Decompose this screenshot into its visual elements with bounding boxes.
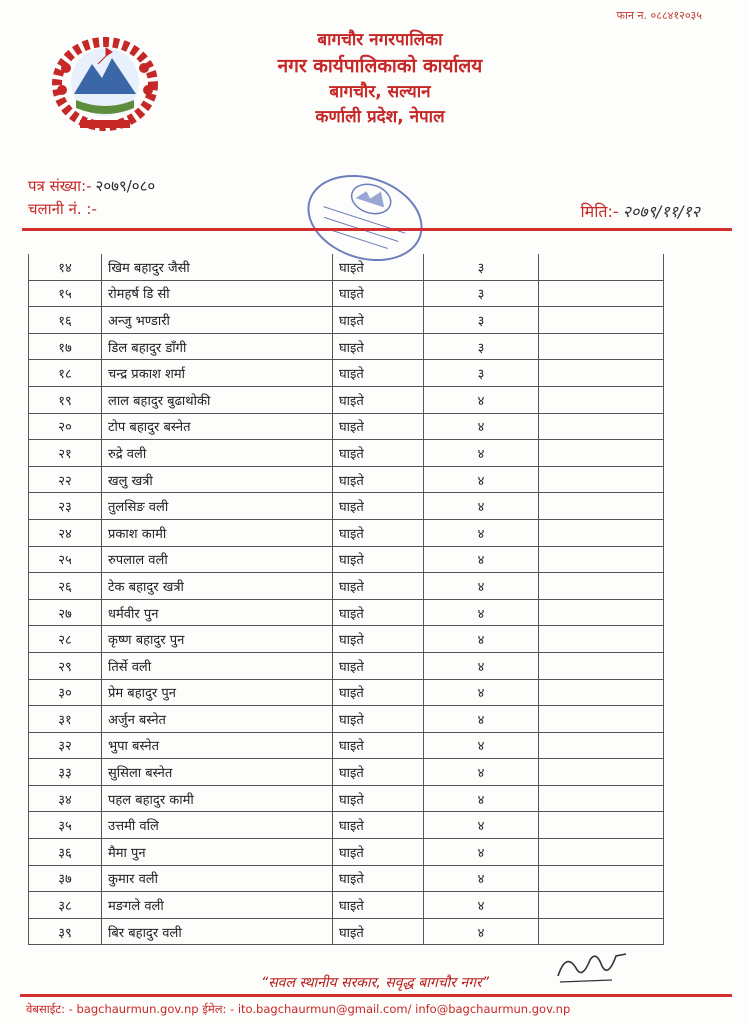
quantity-cell: ४ <box>424 440 539 467</box>
table-row <box>29 679 664 706</box>
name-cell: बिर बहादुर वली <box>102 918 333 945</box>
quantity-cell: ३ <box>424 333 539 360</box>
office-heading <box>200 28 560 129</box>
name-cell: टोप बहादुर बस्नेत <box>102 413 333 440</box>
table-row <box>29 333 664 360</box>
table-row <box>29 759 664 786</box>
quantity-cell: ४ <box>424 493 539 520</box>
quantity-cell: ४ <box>424 918 539 945</box>
letter-number-label: पत्र संख्या:- <box>28 177 92 195</box>
name-cell: मङगले वली <box>102 892 333 919</box>
quantity-cell: ४ <box>424 785 539 812</box>
municipality-name: बागचौर नगरपालिका <box>317 30 443 50</box>
table-row <box>29 706 664 733</box>
table-row <box>29 493 664 520</box>
place-cell: घाइते <box>333 466 424 493</box>
quantity-cell: ४ <box>424 865 539 892</box>
place-cell: घाइते <box>333 785 424 812</box>
name-cell: रोमहर्ष डि सी <box>102 280 333 307</box>
remarks-cell <box>539 892 664 919</box>
remarks-cell <box>539 307 664 334</box>
quantity-cell: ४ <box>424 652 539 679</box>
place-cell: घाइते <box>333 706 424 733</box>
name-cell: खिम बहादुर जैसी <box>102 254 333 280</box>
place-cell: घाइते <box>333 573 424 600</box>
remarks-cell <box>539 360 664 387</box>
place-cell: घाइते <box>333 599 424 626</box>
name-cell: अर्जुन बस्नेत <box>102 706 333 733</box>
serial-number-cell: ३१ <box>29 706 102 733</box>
place-cell: घाइते <box>333 918 424 945</box>
table-row <box>29 865 664 892</box>
remarks-cell <box>539 493 664 520</box>
table-row <box>29 652 664 679</box>
table-row <box>29 519 664 546</box>
name-cell: तुलसिङ वली <box>102 493 333 520</box>
quantity-cell: ४ <box>424 519 539 546</box>
serial-number-cell: ३५ <box>29 812 102 839</box>
serial-number-cell: २९ <box>29 652 102 679</box>
serial-number-cell: २५ <box>29 546 102 573</box>
place-cell: घाइते <box>333 626 424 653</box>
header-divider <box>22 228 732 231</box>
name-cell: मैमा पुन <box>102 839 333 866</box>
remarks-cell <box>539 519 664 546</box>
name-cell: भुपा बस्नेत <box>102 732 333 759</box>
place-cell: घाइते <box>333 307 424 334</box>
place-cell: घाइते <box>333 440 424 467</box>
remarks-cell <box>539 626 664 653</box>
place-cell: घाइते <box>333 759 424 786</box>
name-cell: तिर्से वली <box>102 652 333 679</box>
letter-number-value: २०७९/०८० <box>95 177 156 195</box>
quantity-cell: ४ <box>424 466 539 493</box>
name-cell: डिल बहादुर डाँगी <box>102 333 333 360</box>
table-row <box>29 546 664 573</box>
quantity-cell: ४ <box>424 839 539 866</box>
remarks-cell <box>539 333 664 360</box>
name-cell: रुपलाल वली <box>102 546 333 573</box>
serial-number-cell: २३ <box>29 493 102 520</box>
serial-number-cell: २६ <box>29 573 102 600</box>
name-cell: अन्जु भण्डारी <box>102 307 333 334</box>
serial-number-cell: २० <box>29 413 102 440</box>
table-row <box>29 413 664 440</box>
serial-number-cell: १५ <box>29 280 102 307</box>
quantity-cell: ४ <box>424 759 539 786</box>
remarks-cell <box>539 280 664 307</box>
name-cell: उत्तमी वलि <box>102 812 333 839</box>
quantity-cell: ४ <box>424 386 539 413</box>
name-cell: कुमार वली <box>102 865 333 892</box>
place-cell: घाइते <box>333 360 424 387</box>
quantity-cell: ४ <box>424 413 539 440</box>
table-row <box>29 732 664 759</box>
serial-number-cell: १४ <box>29 254 102 280</box>
quantity-cell: ४ <box>424 892 539 919</box>
place-cell: घाइते <box>333 652 424 679</box>
remarks-cell <box>539 386 664 413</box>
serial-number-cell: ३३ <box>29 759 102 786</box>
table-row <box>29 386 664 413</box>
remarks-cell <box>539 652 664 679</box>
serial-number-cell: २१ <box>29 440 102 467</box>
table-row <box>29 280 664 307</box>
phone-number: फान न. ०८८४१२०३५ <box>616 9 702 22</box>
quantity-cell: ४ <box>424 546 539 573</box>
quantity-cell: ४ <box>424 732 539 759</box>
serial-number-cell: ३७ <box>29 865 102 892</box>
remarks-cell <box>539 466 664 493</box>
quantity-cell: ४ <box>424 599 539 626</box>
date-value: २०७९/११/१२ <box>622 202 700 221</box>
table-row <box>29 892 664 919</box>
place-cell: घाइते <box>333 679 424 706</box>
name-cell: रुद्रे वली <box>102 440 333 467</box>
serial-number-cell: ३९ <box>29 918 102 945</box>
place-cell: घाइते <box>333 732 424 759</box>
remarks-cell <box>539 812 664 839</box>
table-row <box>29 466 664 493</box>
serial-number-cell: १७ <box>29 333 102 360</box>
name-cell: टेक बहादुर खत्री <box>102 573 333 600</box>
serial-number-cell: १६ <box>29 307 102 334</box>
place-cell: घाइते <box>333 493 424 520</box>
remarks-cell <box>539 865 664 892</box>
table-row <box>29 812 664 839</box>
remarks-cell <box>539 732 664 759</box>
serial-number-cell: ३६ <box>29 839 102 866</box>
remarks-cell <box>539 546 664 573</box>
place-cell: घाइते <box>333 413 424 440</box>
government-emblem-icon <box>46 28 164 136</box>
serial-number-cell: ३४ <box>29 785 102 812</box>
quantity-cell: ४ <box>424 812 539 839</box>
place-cell: घाइते <box>333 333 424 360</box>
name-cell: पहल बहादुर कामी <box>102 785 333 812</box>
date-label: मिति:- <box>580 202 619 221</box>
quantity-cell: ३ <box>424 307 539 334</box>
name-cell: खलु खत्री <box>102 466 333 493</box>
office-location: बागचौर, सल्यान <box>329 82 431 103</box>
quantity-cell: ३ <box>424 280 539 307</box>
remarks-cell <box>539 679 664 706</box>
table-row <box>29 785 664 812</box>
footer-contact: वेबसाईट: - bagchaurmun.gov.np ईमेल: - ito.bagchaurmun@gmail.com/ info@bagchaurmun.gov.np <box>26 1002 571 1016</box>
footer-divider <box>20 994 732 997</box>
name-cell: चन्द्र प्रकाश शर्मा <box>102 360 333 387</box>
table-row <box>29 626 664 653</box>
place-cell: घाइते <box>333 254 424 280</box>
serial-number-cell: १८ <box>29 360 102 387</box>
serial-number-cell: २४ <box>29 519 102 546</box>
quantity-cell: ३ <box>424 360 539 387</box>
beneficiary-table <box>28 254 668 945</box>
office-name: नगर कार्यपालिकाको कार्यालय <box>277 54 483 77</box>
table-row <box>29 307 664 334</box>
table-row <box>29 839 664 866</box>
serial-number-cell: १९ <box>29 386 102 413</box>
place-cell: घाइते <box>333 280 424 307</box>
province-country: कर्णाली प्रदेश, नेपाल <box>315 106 445 127</box>
table-row <box>29 918 664 945</box>
place-cell: घाइते <box>333 386 424 413</box>
quantity-cell: ४ <box>424 573 539 600</box>
serial-number-cell: २२ <box>29 466 102 493</box>
serial-number-cell: ३० <box>29 679 102 706</box>
serial-number-cell: २७ <box>29 599 102 626</box>
remarks-cell <box>539 706 664 733</box>
name-cell: धर्मवीर पुन <box>102 599 333 626</box>
place-cell: घाइते <box>333 839 424 866</box>
place-cell: घाइते <box>333 892 424 919</box>
place-cell: घाइते <box>333 546 424 573</box>
dispatch-number-label: चलानी नं. :- <box>28 200 97 218</box>
table-row <box>29 254 664 280</box>
name-cell: लाल बहादुर बुढाथोकी <box>102 386 333 413</box>
remarks-cell <box>539 759 664 786</box>
letter-number <box>28 176 155 196</box>
remarks-cell <box>539 599 664 626</box>
remarks-cell <box>539 573 664 600</box>
quantity-cell: ४ <box>424 626 539 653</box>
table-row <box>29 573 664 600</box>
place-cell: घाइते <box>333 812 424 839</box>
place-cell: घाइते <box>333 865 424 892</box>
table-row <box>29 360 664 387</box>
dispatch-number <box>28 199 97 219</box>
serial-number-cell: २८ <box>29 626 102 653</box>
remarks-cell <box>539 839 664 866</box>
serial-number-cell: ३८ <box>29 892 102 919</box>
name-cell: सुसिला बस्नेत <box>102 759 333 786</box>
name-cell: प्रेम बहादुर पुन <box>102 679 333 706</box>
serial-number-cell: ३२ <box>29 732 102 759</box>
remarks-cell <box>539 440 664 467</box>
quantity-cell: ४ <box>424 706 539 733</box>
quantity-cell: ३ <box>424 254 539 280</box>
remarks-cell <box>539 413 664 440</box>
remarks-cell <box>539 918 664 945</box>
date-field <box>581 200 700 222</box>
table-row <box>29 599 664 626</box>
name-cell: कृष्ण बहादुर पुन <box>102 626 333 653</box>
remarks-cell <box>539 254 664 280</box>
quantity-cell: ४ <box>424 679 539 706</box>
table-row <box>29 440 664 467</box>
place-cell: घाइते <box>333 519 424 546</box>
remarks-cell <box>539 785 664 812</box>
name-cell: प्रकाश कामी <box>102 519 333 546</box>
footer-motto: “सवल स्थानीय सरकार, सवृद्ध बागचौर नगर” <box>260 975 490 991</box>
